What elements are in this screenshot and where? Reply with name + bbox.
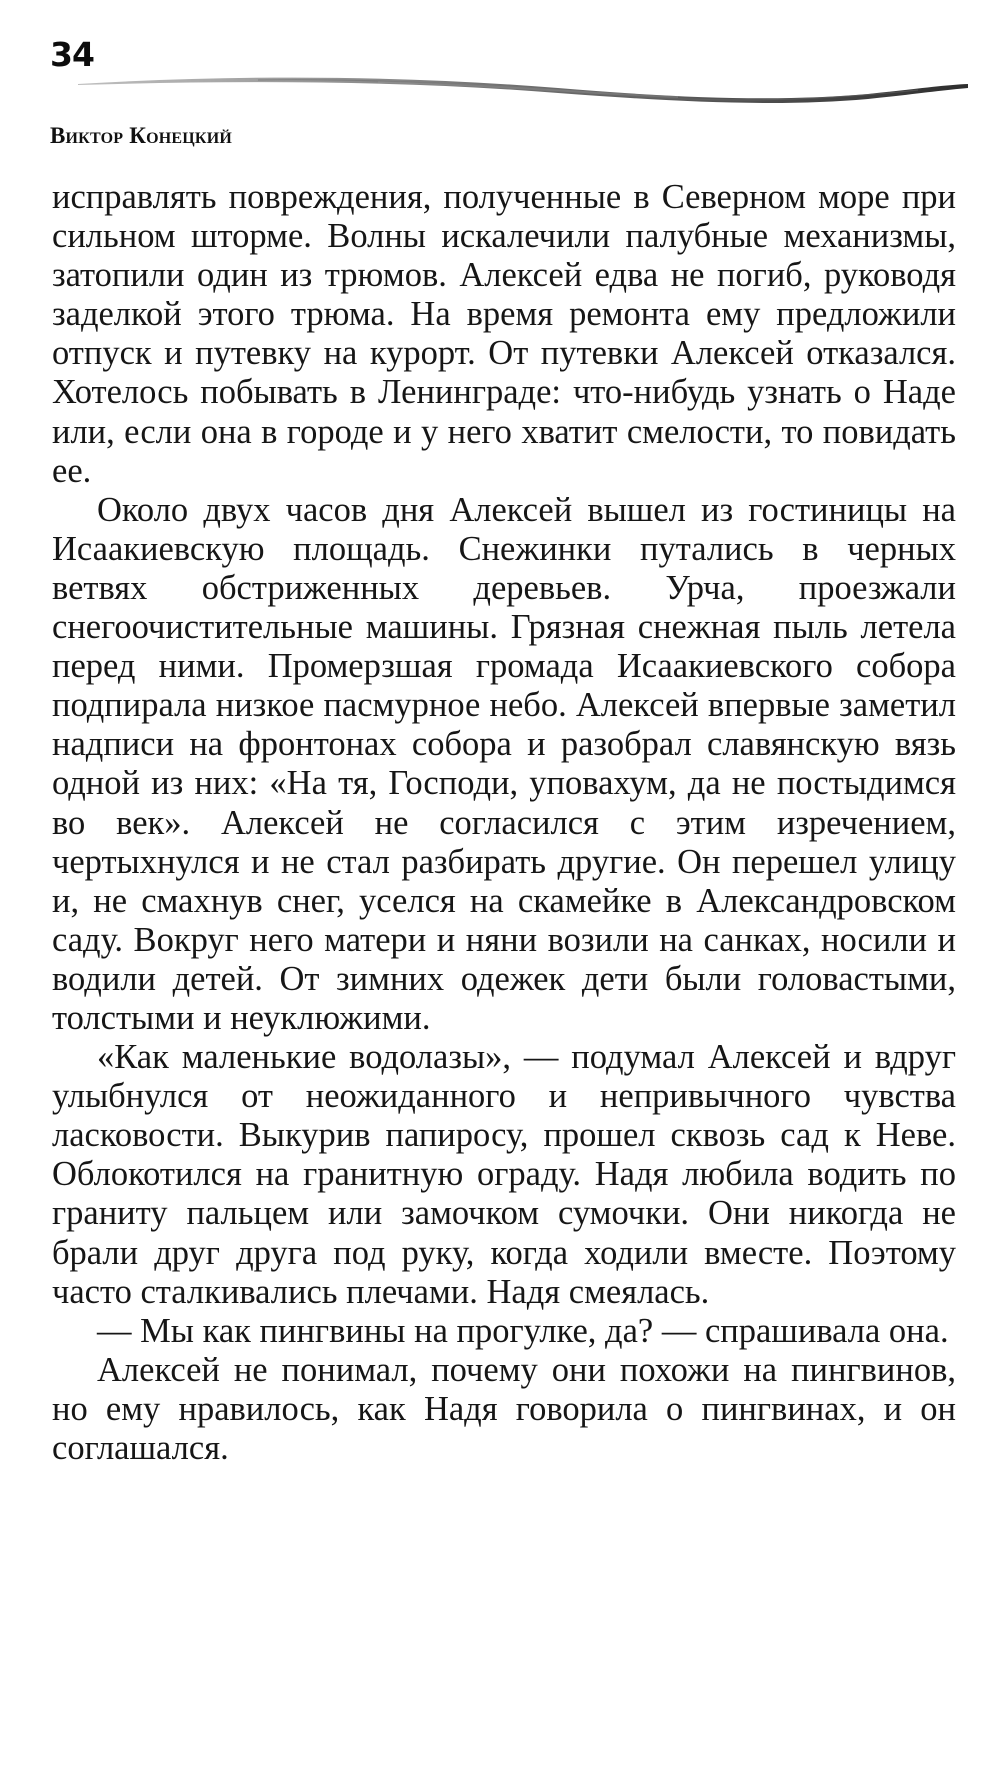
paragraph: Алексей не понимал, почему они похожи на пингвинов, но ему нравилось, как Надя говорила о пингвинах, и он соглашался.	[52, 1350, 956, 1467]
paragraph: исправлять повреждения, полученные в Северном море при сильном шторме. Волны искалечили палубные механизмы, затопили один из трюмов. Алексей едва не погиб, руководя заделкой этого трюма. На время ремонта ему предложили отпуск и путевку на курорт. От путевки Алексей отказался. Хотелось побывать в Ленинграде: что-нибудь узнать о Наде или, если она в городе и у него хватит смелости, то повидать ее.	[52, 178, 956, 490]
paragraph: «Как маленькие водолазы», — подумал Алексей и вдруг улыбнулся от неожиданного и непривычного чувства ласковости. Выкурив папиросу, прошел сквозь сад к Неве. Облокотился на гранитную ограду. Надя любила водить по граниту пальцем или замочком сумочки. Они никогда не брали друг друга под руку, когда ходили вместе. Поэтому часто сталкивались плечами. Надя смеялась.	[52, 1038, 956, 1311]
header-decorative-rule	[78, 72, 968, 122]
running-head-author: Виктор Конецкий	[50, 123, 232, 148]
page-number: 34	[50, 35, 94, 74]
paragraph: Около двух часов дня Алексей вышел из гостиницы на Исаакиевскую площадь. Снежинки путались в черных ветвях обстриженных деревьев. Урча, проезжали снегоочистительные машины. Грязная снежная пыль летела перед ними. Промерзшая громада Исаакиевского собора подпирала низкое пасмурное небо. Алексей впервые заметил надписи на фронтонах собора и разобрал славянскую вязь одной из них: «На тя, Господи, уповахум, да не постыдимся во век». Алексей не согласился с этим изречением, чертыхнулся и не стал разбирать другие. Он перешел улицу и, не смахнув снег, уселся на скамейке в Александровском саду. Вокруг него матери и няни возили на санках, носили и водили детей. От зимних одежек дети были головастыми, толстыми и неуклюжими.	[52, 490, 956, 1037]
body-text	[52, 178, 956, 1468]
paragraph: — Мы как пингвины на прогулке, да? — спрашивала она.	[97, 1311, 949, 1350]
